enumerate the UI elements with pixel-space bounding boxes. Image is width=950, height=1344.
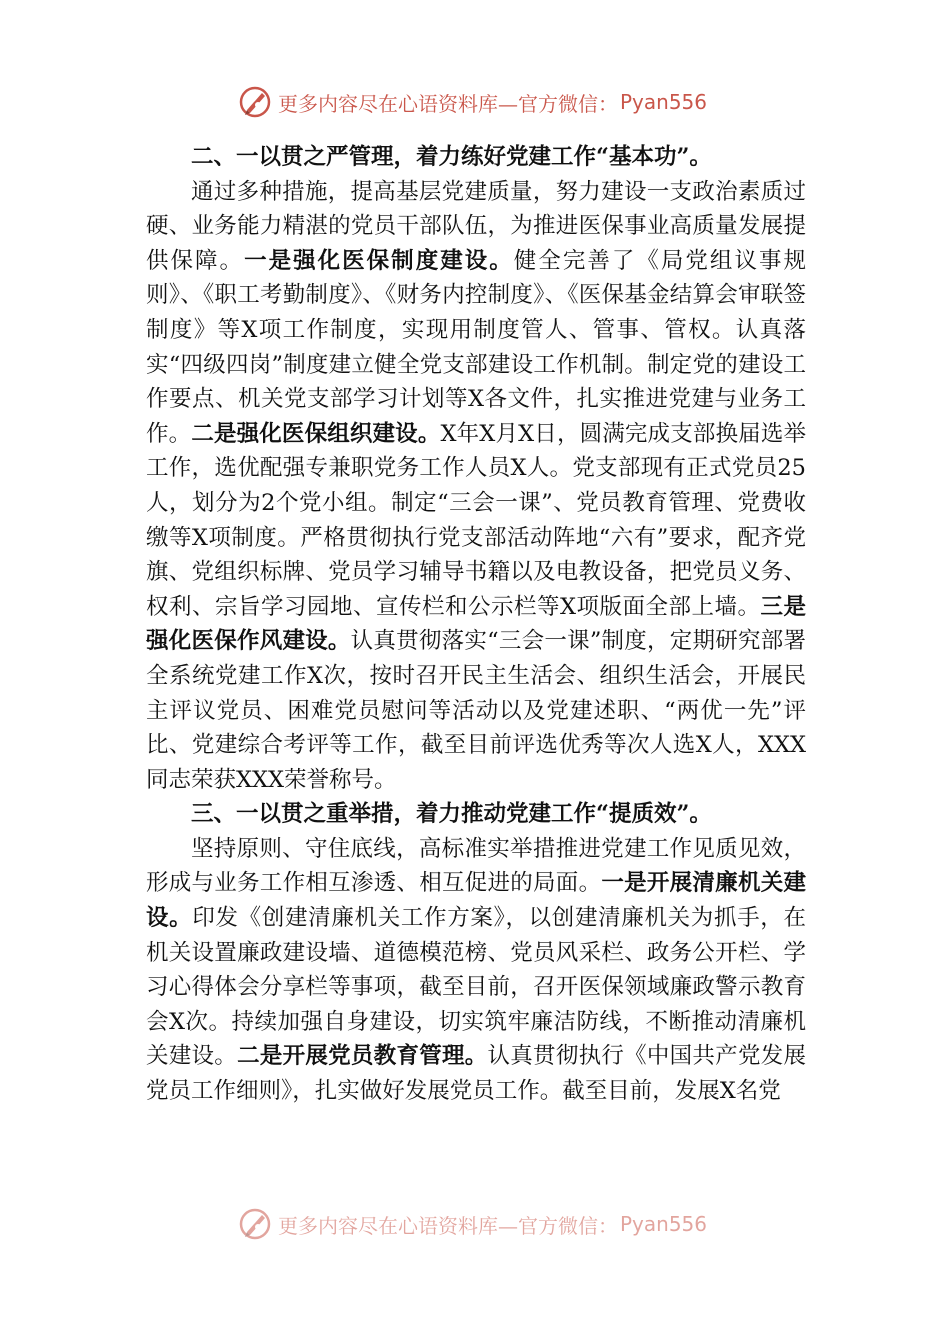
highlight-phrase: 一是强化医保制度建设。 bbox=[244, 247, 514, 274]
highlight-phrase: 一是开展清廉机关建设。 bbox=[146, 870, 806, 932]
watermark-text: 更多内容尽在心语资料库—官方微信： bbox=[278, 1213, 618, 1238]
body-text-run: 健全完善了《局党组议事规则》、《职工考勤制度》、《财务内控制度》、《医保基金结算会审联签制度》等X项工作制度，实现用制度管人、管事、管权。认真落实“四级四岗”制度建立健全党支部建设工作机制。制定党的建设工作要点、机关党支部学习计划等X各文件，扎实推进党建与业务工作。 bbox=[146, 247, 806, 447]
body-text-run: 印发《创建清廉机关工作方案》，以创建清廉机关为抓手，在机关设置廉政建设墙、道德模范榜、党员风采栏、政务公开栏、学习心得体会分享栏等事项，截至目前，召开医保领域廉政警示教育会X次。持续加强自身建设，切实筑牢廉洁防线，不断推动清廉机关建设。 bbox=[146, 905, 806, 1070]
pen-logo-icon bbox=[238, 85, 272, 119]
body-text-run: X年X月X日，圆满完成支部换届选举工作，选优配强专兼职党务工作人员X人。党支部现有正式党员25人，划分为2个党小组。制定“三会一课”、党员教育管理、党费收缴等X项制度。严格贯彻执行党支部活动阵地“六有”要求，配齐党旗、党组织标牌、党员学习辅导书籍以及电教设备，把党员义务、权利、宗旨学习园地、宣传栏和公示栏等X项版面全部上墙。 bbox=[146, 420, 806, 620]
body-text-run: 坚持原则、守住底线，高标准实举措推进党建工作见质见效，形成与业务工作相互渗透、相互促进的局面。 bbox=[146, 835, 806, 897]
body-text-run: 通过多种措施，提高基层党建质量，努力建设一支政治素质过硬、业务能力精湛的党员干部队伍，为推进医保事业高质量发展提供保障。 bbox=[146, 178, 806, 274]
pen-logo-icon bbox=[238, 1207, 272, 1241]
watermark-wechat-id: Pyan556 bbox=[620, 1212, 708, 1236]
highlight-phrase: 二是开展党员教育管理。 bbox=[237, 1043, 488, 1070]
watermark-wechat-id: Pyan556 bbox=[620, 90, 708, 114]
watermark-header bbox=[238, 84, 707, 120]
body-text-run: 认真贯彻执行《中国共产党发展党员工作细则》，扎实做好发展党员工作。截至目前，发展X名党 bbox=[146, 1043, 806, 1105]
section-heading: 三、一以贯之重举措，着力推动党建工作“提质效”。 bbox=[191, 801, 712, 828]
section-paragraph bbox=[146, 175, 806, 798]
section-paragraph bbox=[146, 832, 806, 1109]
highlight-phrase: 二是强化医保组织建设。 bbox=[191, 420, 441, 447]
watermark-text: 更多内容尽在心语资料库—官方微信： bbox=[278, 91, 618, 116]
body-text-run: 认真贯彻落实“三会一课”制度，定期研究部署全系统党建工作X次，按时召开民主生活会、组织生活会，开展民主评议党员、困难党员慰问等活动以及党建述职、“两优一先”评比、党建综合考评等工作，截至目前评选优秀等次人选X人，XXX同志荣获XXX荣誉称号。 bbox=[146, 628, 806, 793]
document-body bbox=[146, 140, 806, 1208]
highlight-phrase: 三是强化医保作风建设。 bbox=[146, 593, 806, 655]
section-heading: 二、一以贯之严管理，着力练好党建工作“基本功”。 bbox=[191, 144, 712, 170]
watermark-footer bbox=[238, 1206, 707, 1242]
